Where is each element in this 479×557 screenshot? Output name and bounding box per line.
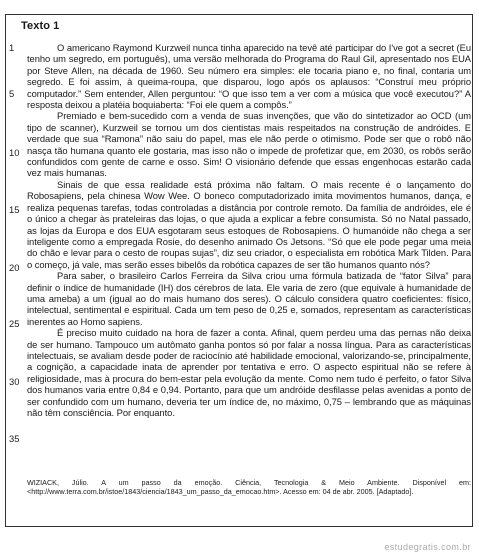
line-number: 15 [9,204,20,215]
paragraph-5: É preciso muito cuidado na hora de fazer a conta. Afinal, quem perdeu uma das pernas não deixa de ser humano. Tampouco um autômato ganha pontos só por falar a nossa língua. Para as características intelectuais, se avaliam desde poder de raciocínio até habilidade emocional, valorizando-se, principalmente, a cognição, a capacidade inata de aprender por tentativa e erro. O aspecto espiritual não se refere à religiosidade, mas à procura do bem-estar pela evolução da mente. Como nem tudo é perfeito, o fator Silva dos humanos varia entre 0,84 e 0,94. Portanto, para que um andróide desfilasse pelas avenidas a ponto de ser confundido com um humano, deveria ter um índice de, no máximo, 0,75 – lembrando que as máquinas não têm consciência. Por enquanto. [27,327,471,418]
site-watermark: estudegratis.com.br [384,542,471,552]
article-body [27,42,471,418]
line-number: 20 [9,262,20,273]
paragraph-4: Para saber, o brasileiro Carlos Ferreira da Silva criou uma fórmula batizada de “fator Silva” para definir o índice de humanidade (IH) dos cérebros de lata. Ele varia de zero (que equivale à humanidade de uma ameba) a um (igual ao do mais humano dos seres). O cálculo considera quatro coeficientes: físico, intelectual, sentimental e espiritual. Cada um tem peso de 0,25 e, somados, representam as características inerentes ao Homo sapiens. [27,270,471,327]
line-number: 5 [9,88,15,99]
source-reference: WIZIACK, Júlio. A um passo da emoção. Ciência, Tecnologia & Meio Ambiente. Disponível em: <http://www.terra.com.br/istoe/1843/ciencia/1843_um_passo_da_emocao.htm>. Acesso em: 04 de abr. 2005. [Adaptado]. [27,478,471,497]
line-number: 30 [9,376,20,387]
paragraph-1: O americano Raymond Kurzweil nunca tinha aparecido na tevê até participar do I've got a secret (Eu tenho um segredo, em português), uma versão melhorada do Programa do Raul Gil, apresentado nos EUA por Steve Allen, na década de 1960. Seu número era simples: ele tocaria piano e, no final, contaria um segredo. E foi assim, à queima-roupa, que disparou, logo após os aplausos: “Construí meu próprio computador.” Sem entender, Allen perguntou: “O que isso tem a ver com a música que você executou?” A resposta deixou a platéia boquiaberta: “Foi ele quem a compôs.” [27,42,471,111]
paragraph-2: Premiado e bem-sucedido com a venda de suas invenções, que vão do sintetizador ao OCD (um tipo de scanner), Kurzweil se tornou um dos cientistas mais respeitados na construção de andróides. E verdade que sua “Ramona” não saiu do papel, mas ele não perde o otimismo. Pode ser que o robô não nasça tão humana quanto ele gostaria, mas isso não o impede de profetizar que, em 2030, os robôs serão confundidos com gente de carne e osso. Sim! O visionário defende que essas engenhocas estarão cada vez mais humanas. [27,110,471,179]
line-number: 35 [9,433,20,444]
line-number: 1 [9,42,15,53]
text-title: Texto 1 [21,20,60,32]
line-number: 25 [9,318,20,329]
paragraph-3: Sinais de que essa realidade está próxima não faltam. O mais recente é o lançamento do Robosapiens, pela chinesa Wow Wee. O boneco computadorizado imita movimentos humanos, dança, e realiza pequenas tarefas, todas controladas a distância por controle remoto. Da família de andróides, ele é o único a chegar às prateleiras das lojas, o que ajuda a explicar a febre consumista. Só no Natal passado, as lojas da Europa e dos EUA esgotaram seus estoques de Robosapiens. O humanóide não chega a ser inteligente como a empregada Rosie, do desenho animado Os Jetsons. “Só que ele pode pegar uma meia do chão e levar para o cesto de roupas sujas”, diz seu criador, o especialista em robótica Mark Tilden. Para o começo, já vale, mas serão esses bibelôs da robótica capazes de ser tão humanos quanto nós? [27,178,471,270]
line-number: 10 [9,147,20,158]
